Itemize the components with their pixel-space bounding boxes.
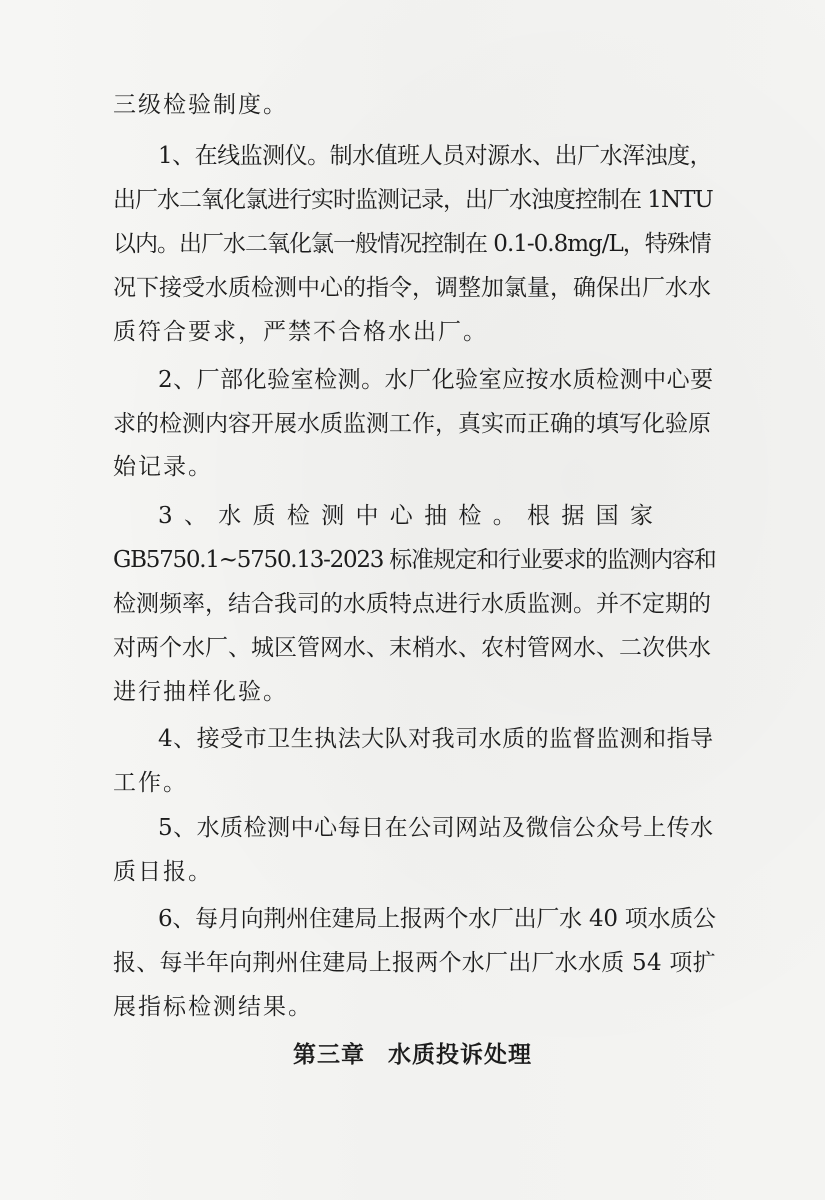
text-line: 展指标检测结果。	[113, 994, 313, 1020]
text-line: 对两个水厂、城区管网水、末梢水、农村管网水、二次供水	[113, 635, 711, 661]
text-line: 质符合要求，严禁不合格水出厂。	[113, 319, 488, 345]
text-line: 1、在线监测仪。制水值班人员对源水、出厂水浑浊度，	[158, 143, 713, 169]
text-line: 求的检测内容开展水质监测工作，真实而正确的填写化验原	[113, 411, 711, 437]
text-line: 三级检验制度。	[113, 92, 288, 118]
text-line: 2、厂部化验室检测。水厂化验室应按水质检测中心要	[158, 367, 714, 393]
text-line: 报、每半年向荆州住建局上报两个水厂出厂水水质 54 项扩	[113, 950, 716, 976]
chapter-heading: 第三章 水质投诉处理	[292, 1042, 532, 1068]
text-line: 况下接受水质检测中心的指令，调整加氯量，确保出厂水水	[113, 275, 711, 301]
text-line: 3 、 水 质 检 测 中 心 抽 检 。 根 据 国 家	[158, 503, 655, 529]
text-line: GB5750.1~5750.13-2023 标准规定和行业要求的监测内容和	[113, 547, 716, 573]
text-line: 以内。出厂水二氧化氯一般情况控制在 0.1-0.8mg/L，特殊情	[113, 231, 711, 257]
text-line: 检测频率，结合我司的水质特点进行水质监测。并不定期的	[113, 591, 711, 617]
text-line: 出厂水二氧化氯进行实时监测记录，出厂水浊度控制在 1NTU	[113, 187, 713, 213]
text-line: 始记录。	[113, 454, 213, 480]
text-line: 进行抽样化验。	[113, 679, 288, 705]
text-line: 质日报。	[113, 859, 213, 885]
text-line: 4、接受市卫生执法大队对我司水质的监督监测和指导	[158, 726, 714, 752]
text-line: 工作。	[113, 770, 188, 796]
text-line: 5、水质检测中心每日在公司网站及微信公众号上传水	[158, 815, 714, 841]
text-line: 6、每月向荆州住建局上报两个水厂出厂水 40 项水质公	[158, 906, 716, 932]
